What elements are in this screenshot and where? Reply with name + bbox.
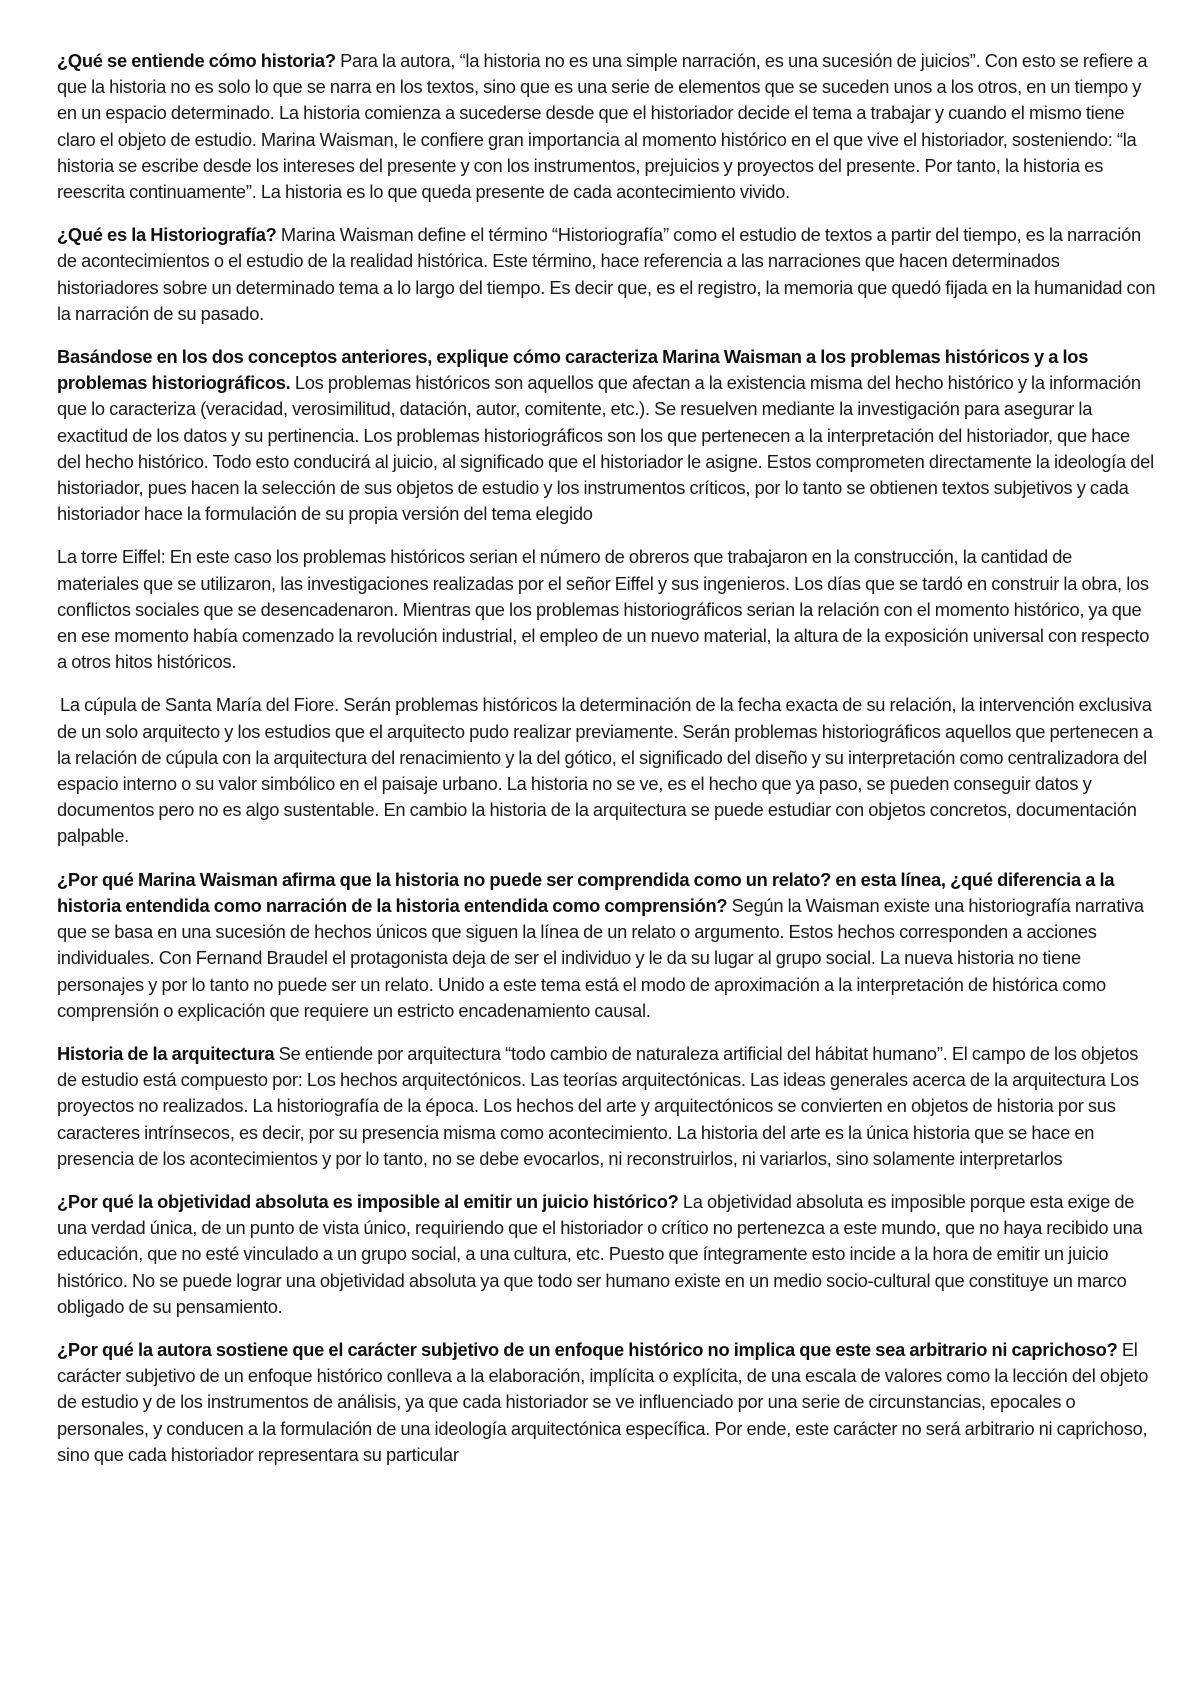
paragraph-historiografia bbox=[57, 222, 1157, 327]
paragraph-text: Se entiende por arquitectura “todo cambio de naturaleza artificial del hábitat humano”. El campo de los objetos de estudio está compuesto por: Los hechos arquitectónicos. Las teorías arquitectónicas. Las ideas generales acerca de la arquitectura Los proyectos no realizados. La historiografía de la época. Los hechos del arte y arquitectónicos se convierten en objetos de historia por sus caracteres intrínsecos, es decir, por su presencia misma como acontecimiento. La historia del arte es la única historia que se hace en presencia de los acontecimientos y por lo tanto, no se debe evocarlos, ni reconstruirlos, ni variarlos, sino solamente interpretarlos bbox=[57, 1042, 1139, 1169]
paragraph-text: La torre Eiffel: En este caso los problemas históricos serian el número de obreros que trabajaron en la construcción, la cantidad de materiales que se utilizaron, las investigaciones realizadas por el señor Eiffel y sus ingenieros. Los días que se tardó en construir la obra, los conflictos sociales que se desencadenaron. Mientras que los problemas historiográficos serian la relación con el momento histórico, ya que en ese momento había comenzado la revolución industrial, el empleo de un nuevo material, la altura de la exposición universal con respecto a otros hitos históricos. bbox=[57, 546, 1150, 673]
paragraph-torre-eiffel bbox=[57, 544, 1157, 675]
document-page bbox=[57, 48, 1157, 1485]
paragraph-cupula bbox=[57, 692, 1157, 849]
paragraph-text: La cúpula de Santa María del Fiore. Serán problemas históricos la determinación de la fecha exacta de su relación, la intervención exclusiva de un solo arquitecto y los estudios que el arquitecto pudo realizar previamente. Serán problemas historiográficos aquellos que pertenecen a la relación de cúpula con la arquitectura del renacimiento y la del gótico, el significado del diseño y su interpretación como centralizadora del espacio interno o su valor simbólico en el paisaje urbano. La historia no se ve, es el hecho que ya paso, se pueden conseguir datos y documentos pero no es algo sustentable. En cambio la historia de la arquitectura se puede estudiar con objetos concretos, documentación palpable. bbox=[57, 694, 1153, 847]
question-heading: Basándose en los dos conceptos anteriores, explique cómo caracteriza Marina Waisman a los problemas históricos y a los problemas historiográficos. bbox=[57, 346, 1089, 394]
paragraph-objetividad bbox=[57, 1189, 1157, 1320]
paragraph-text: El carácter subjetivo de un enfoque histórico conlleva a la elaboración, implícita o explícita, de una escala de valores como la lección del objeto de estudio y de los instrumentos de análisis, ya que cada historiador se ve influenciado por una serie de circunstancias, epocales o personales, y conducen a la formulación de una ideología arquitectónica específica. Por ende, este carácter no será arbitrario ni caprichoso, sino que cada historiador representara su particular bbox=[57, 1338, 1149, 1465]
question-heading: ¿Por qué Marina Waisman afirma que la historia no puede ser comprendida como un relato? en esta línea, ¿qué diferencia a la historia entendida como narración de la historia entendida como comprensión? bbox=[57, 868, 1115, 916]
paragraph-subjetivo bbox=[57, 1337, 1157, 1468]
question-heading: ¿Por qué la objetividad absoluta es imposible al emitir un juicio histórico? bbox=[57, 1190, 679, 1212]
paragraph-relato bbox=[57, 867, 1157, 1024]
paragraph-text: Para la autora, “la historia no es una simple narración, es una sucesión de juicios”. Con esto se refiere a que la historia no es solo lo que se narra en los textos, sino que es una serie de elementos que se suceden unos a los otros, en un tiempo y en un espacio determinado. La historia comienza a sucederse desde que el historiador decide el tema a trabajar y cuando el mismo tiene claro el objeto de estudio. Marina Waisman, le confiere gran importancia al momento histórico en el que vive el historiador, sosteniendo: “la historia se escribe desde los intereses del presente y con los instrumentos, prejuicios y proyectos del presente. Por tanto, la historia es reescrita continuamente”. La historia es lo que queda presente de cada acontecimiento vivido. bbox=[57, 50, 1148, 203]
question-heading: Historia de la arquitectura bbox=[57, 1042, 275, 1064]
paragraph-text: Según la Waisman existe una historiografía narrativa que se basa en una sucesión de hechos únicos que siguen la línea de un relato o argumento. Estos hechos corresponden a acciones individuales. Con Fernand Braudel el protagonista deja de ser el individuo y le da su lugar al grupo social. La nueva historia no tiene personajes y por lo tanto no puede ser un relato. Unido a este tema está el modo de aproximación a la interpretación de histórica como comprensión o explicación que requiere un estricto encadenamiento causal. bbox=[57, 894, 1144, 1021]
question-heading: ¿Qué se entiende cómo historia? bbox=[57, 50, 336, 71]
paragraph-text: Marina Waisman define el término “Historiografía” como el estudio de textos a partir del tiempo, es la narración de acontecimientos o el estudio de la realidad histórica. Este término, hace referencia a las narraciones que hacen determinados historiadores sobre un determinado tema a lo largo del tiempo. Es decir que, es el registro, la memoria que quedó fijada en la humanidad con la narración de su pasado. bbox=[57, 224, 1156, 324]
paragraph-text: Los problemas históricos son aquellos que afectan a la existencia misma del hecho histórico y la información que lo caracteriza (veracidad, verosimilitud, datación, autor, comitente, etc.). Se resuelven mediante la investigación para asegurar la exactitud de los datos y su pertinencia. Los problemas historiográficos son los que pertenecen a la interpretación del historiador, que hace del hecho histórico. Todo esto conducirá al juicio, al significado que el historiador le asigne. Estos comprometen directamente la ideología del historiador, pues hacen la selección de sus objetos de estudio y los instrumentos críticos, por lo tanto se obtienen textos subjetivos y cada historiador hace la formulación de su propia versión del tema elegido bbox=[57, 372, 1154, 525]
paragraph-problemas bbox=[57, 344, 1157, 527]
question-heading: ¿Por qué la autora sostiene que el carácter subjetivo de un enfoque histórico no implica que este sea arbitrario ni caprichoso? bbox=[57, 1338, 1118, 1360]
question-heading: ¿Qué es la Historiografía? bbox=[57, 224, 277, 246]
paragraph-text: La objetividad absoluta es imposible porque esta exige de una verdad única, de un punto de vista único, requiriendo que el historiador o crítico no pertenezca a este mundo, que no haya recibido una educación, que no esté vinculado a un grupo social, a una cultura, etc. Puesto que íntegramente esto incide a la hora de emitir un juicio histórico. No se puede lograr una objetividad absoluta ya que todo ser humano existe en un medio socio-cultural que constituye un marco obligado de su pensamiento. bbox=[57, 1190, 1143, 1317]
paragraph-historia-arquitectura bbox=[57, 1041, 1157, 1172]
paragraph-historia bbox=[57, 48, 1157, 205]
